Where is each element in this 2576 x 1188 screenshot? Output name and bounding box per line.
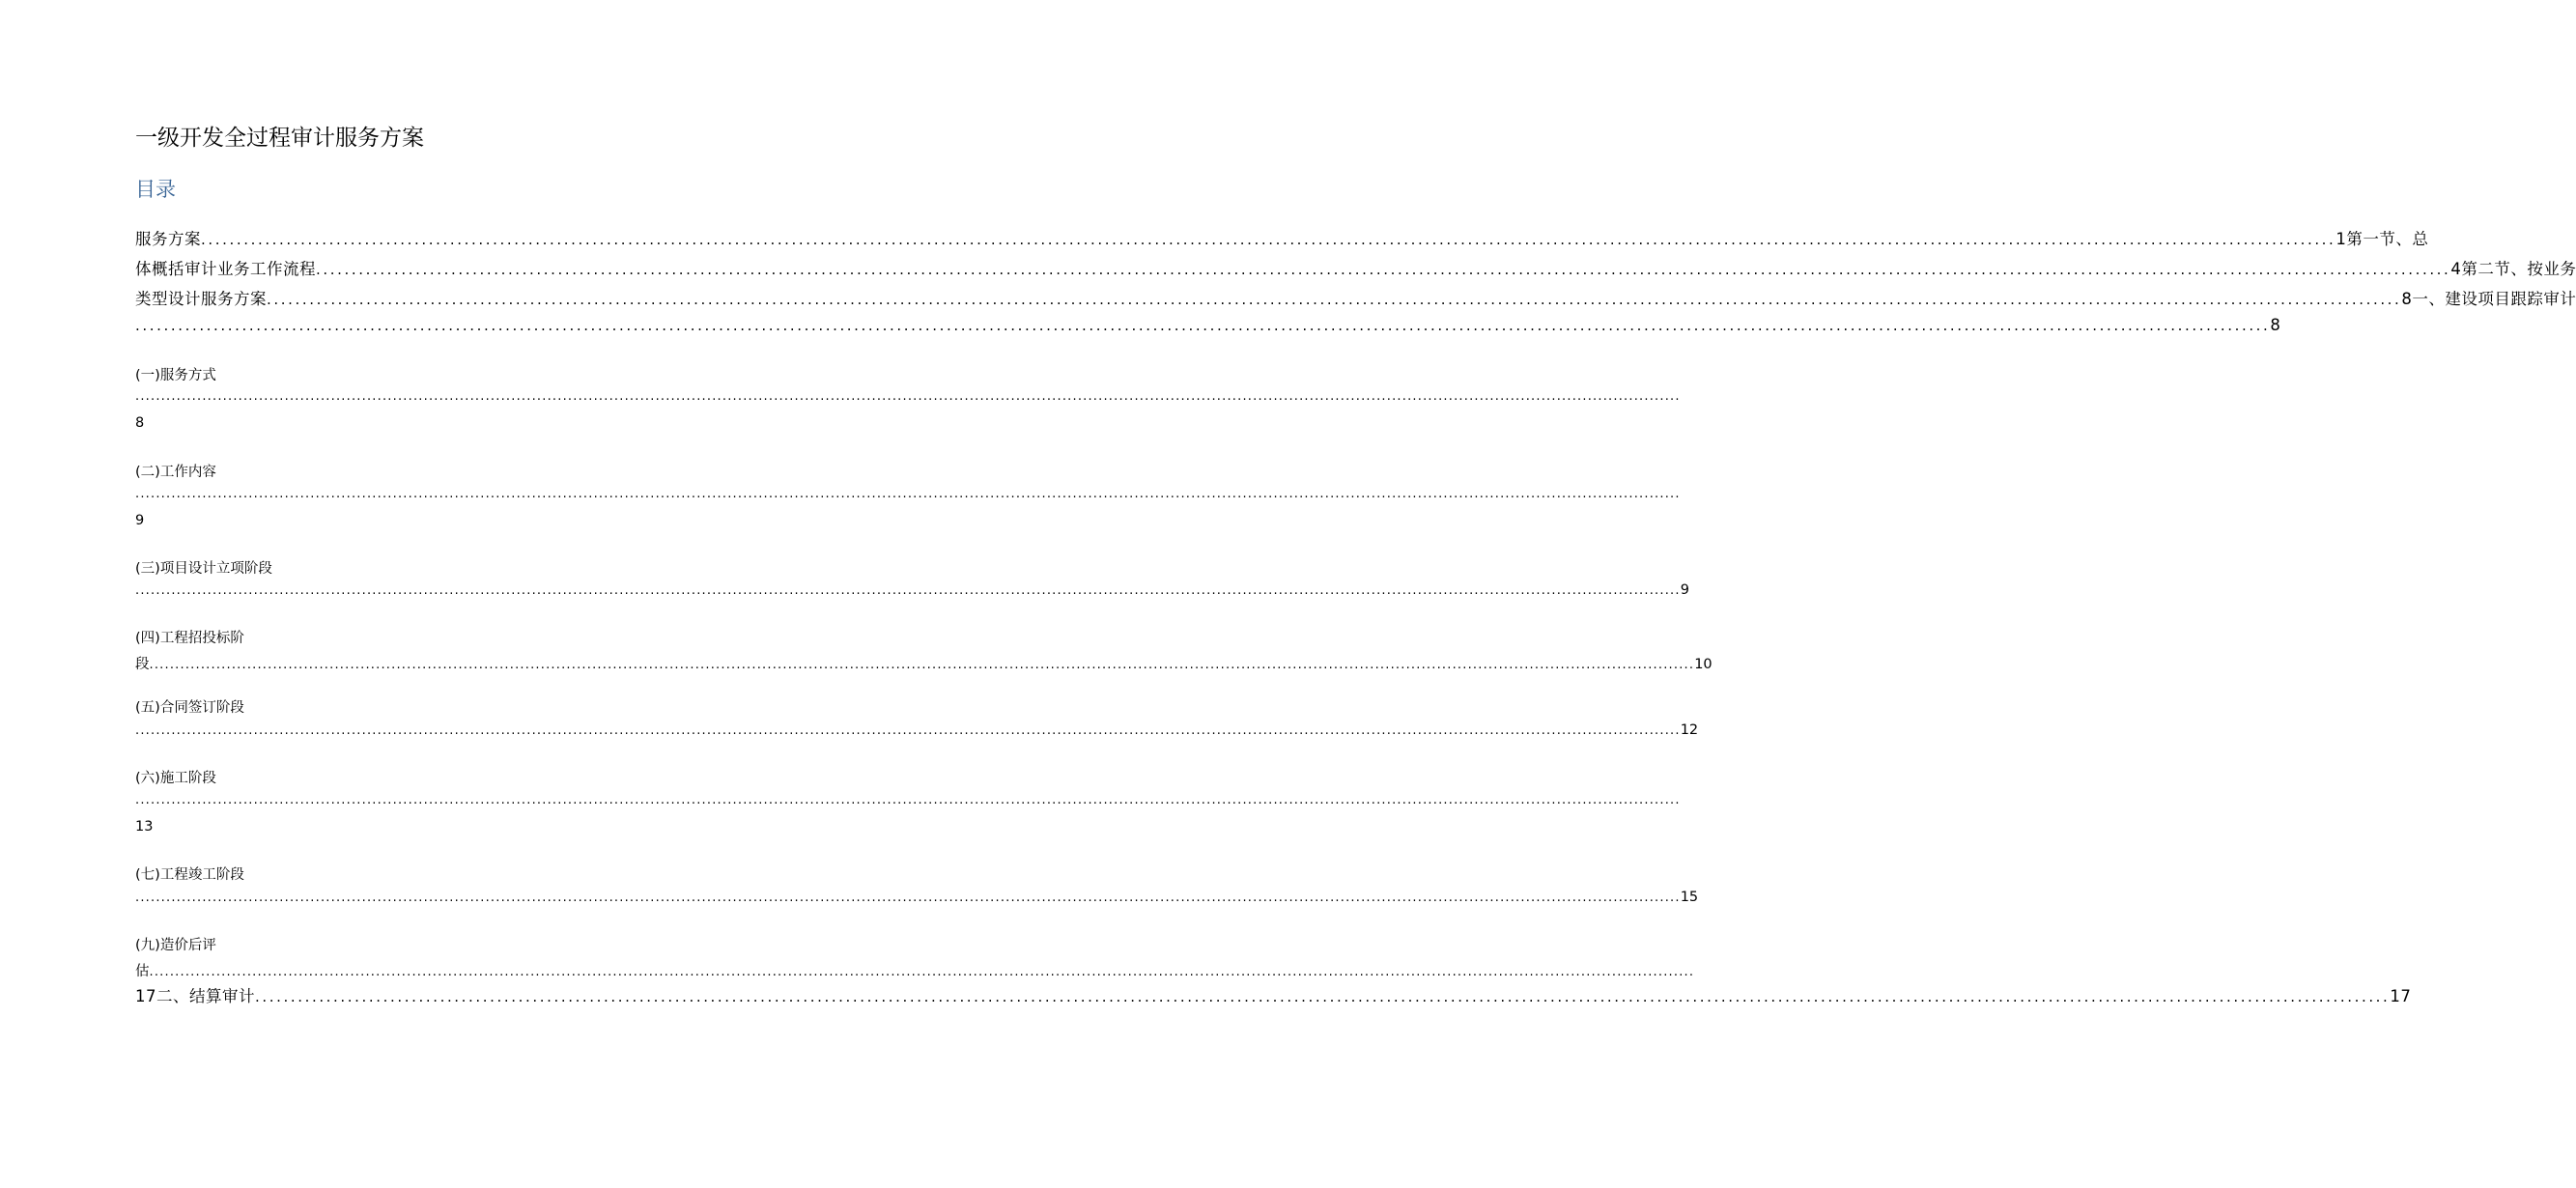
toc-line xyxy=(135,960,1695,980)
dot-leader: ............................................................................................................................................................................................................................................................................................................ xyxy=(135,317,2271,334)
dot-leader: ............................................................................................................................................................................................................................................................................................................ xyxy=(149,658,1695,672)
toc-line xyxy=(135,256,2576,279)
dot-leader: ............................................................................................................................................................................................................................................................................................................ xyxy=(149,965,1695,979)
toc-page-number[interactable]: 1 xyxy=(2335,230,2347,248)
toc-page-number[interactable]: 10 xyxy=(1694,657,1713,672)
toc-entry-text[interactable]: 第一节、总 xyxy=(2346,230,2429,248)
dot-leader: ............................................................................................................................................................................................................................................................................................................ xyxy=(135,583,1681,598)
toc-page-number[interactable]: 8 xyxy=(135,415,145,431)
toc-line xyxy=(135,582,1689,598)
dot-leader: ............................................................................................................................................................................................................................................................................................................ xyxy=(255,988,2391,1005)
toc-entry-text[interactable]: 二、结算审计 xyxy=(156,987,255,1005)
toc-page-number[interactable]: 8 xyxy=(2401,290,2413,308)
toc-entry-text[interactable]: 估 xyxy=(135,964,150,979)
toc-entry-label[interactable]: (五)合同签订阶段 xyxy=(135,700,244,716)
toc-line xyxy=(135,316,2281,334)
toc-line xyxy=(135,487,1681,501)
toc-line xyxy=(135,286,2576,309)
toc-line xyxy=(135,890,1699,905)
toc-entry-label[interactable]: (一)服务方式 xyxy=(135,368,216,383)
toc-entry-text[interactable]: 段 xyxy=(135,657,150,672)
toc-page-number[interactable]: 13 xyxy=(135,819,154,834)
dot-leader: ............................................................................................................................................................................................................................................................................................................ xyxy=(135,487,1681,501)
toc-entry-text[interactable]: 第二节、按业务 xyxy=(2461,260,2576,278)
toc-heading: 目录 xyxy=(135,178,176,201)
toc-entry-label[interactable]: (六)施工阶段 xyxy=(135,771,216,786)
toc-page-number[interactable]: 17 xyxy=(2390,987,2412,1005)
dot-leader: ............................................................................................................................................................................................................................................................................................................ xyxy=(135,389,1681,404)
toc-line xyxy=(135,653,1713,673)
dot-leader: ............................................................................................................................................................................................................................................................................................................ xyxy=(135,723,1681,738)
toc-entry-label[interactable]: (七)工程竣工阶段 xyxy=(135,867,244,883)
toc-entry-label[interactable]: (四)工程招投标阶 xyxy=(135,631,244,646)
toc-page-number[interactable]: 12 xyxy=(1680,722,1699,738)
dot-leader: ............................................................................................................................................................................................................................................................................................................ xyxy=(267,291,2402,308)
document-title: 一级开发全过程审计服务方案 xyxy=(135,126,424,151)
dot-leader: ............................................................................................................................................................................................................................................................................................................ xyxy=(135,793,1681,807)
dot-leader: ............................................................................................................................................................................................................................................................................................................ xyxy=(316,261,2451,278)
toc-line xyxy=(135,983,2412,1006)
toc-line xyxy=(135,226,2429,249)
dot-leader: ............................................................................................................................................................................................................................................................................................................ xyxy=(135,891,1681,905)
dot-leader: ............................................................................................................................................................................................................................................................................................................ xyxy=(201,231,2336,248)
toc-entry-text[interactable]: 体概括审计业务工作流程 xyxy=(135,260,316,278)
toc-page-number[interactable]: 4 xyxy=(2450,260,2462,278)
toc-line xyxy=(135,793,1681,807)
toc-entry-text[interactable]: 类型设计服务方案 xyxy=(135,290,267,308)
toc-page-number[interactable]: 15 xyxy=(1680,890,1699,905)
toc-line xyxy=(135,389,1681,404)
toc-page-number[interactable]: 8 xyxy=(2270,316,2281,334)
toc-entry-label[interactable]: (二)工作内容 xyxy=(135,465,216,480)
toc-entry-text[interactable]: 一、建设项目跟踪审计 xyxy=(2412,290,2576,308)
toc-page-number[interactable]: 9 xyxy=(135,513,145,528)
toc-page-number[interactable]: 9 xyxy=(1680,582,1689,598)
toc-page-number[interactable]: 17 xyxy=(135,987,156,1005)
toc-entry-label[interactable]: (九)造价后评 xyxy=(135,938,216,953)
toc-line xyxy=(135,722,1699,738)
toc-entry-label[interactable]: (三)项目设计立项阶段 xyxy=(135,561,272,577)
toc-entry-text[interactable]: 服务方案 xyxy=(135,230,201,248)
